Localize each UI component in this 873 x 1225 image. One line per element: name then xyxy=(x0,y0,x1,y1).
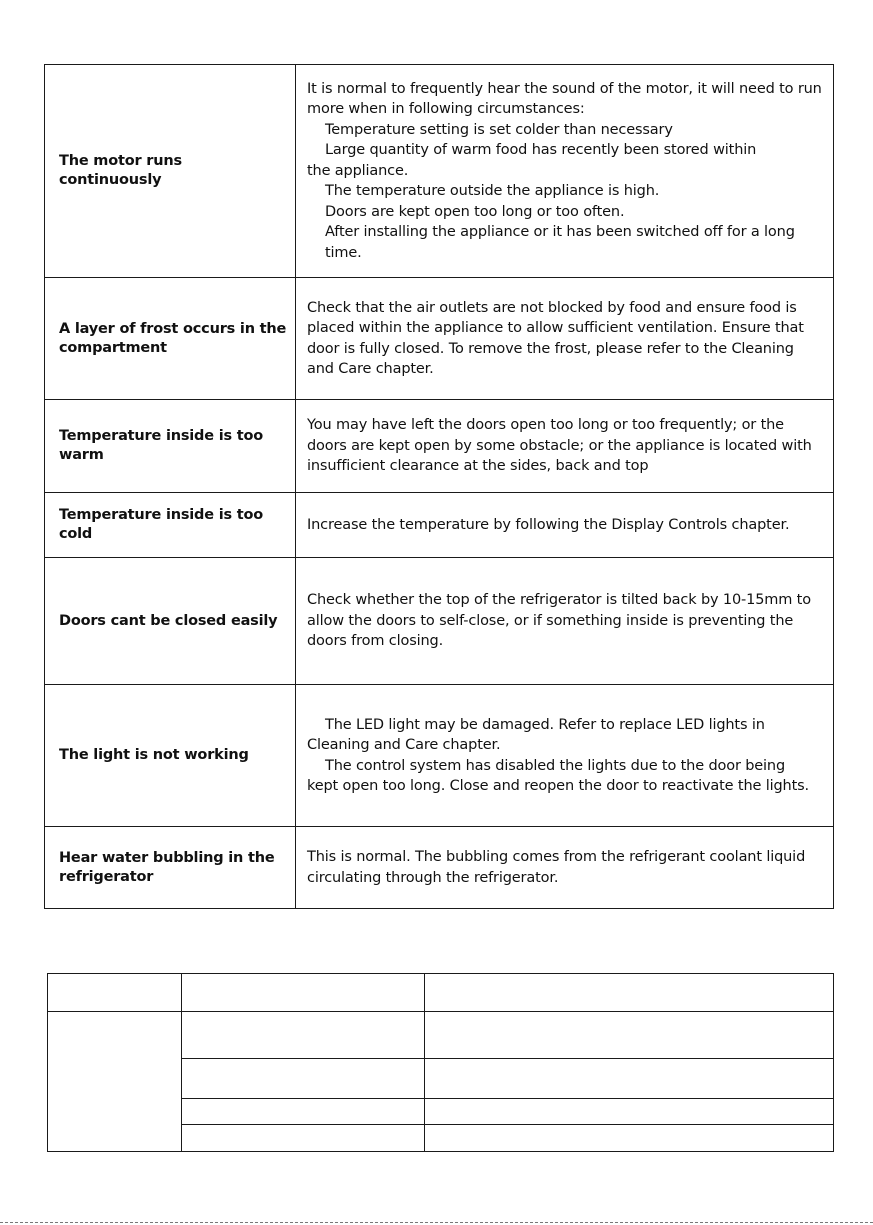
table-cell xyxy=(425,1099,834,1125)
solution-line: Increase the temperature by following the Display Controls chapter. xyxy=(307,516,790,533)
table-row xyxy=(45,493,834,558)
solution-cell xyxy=(296,558,834,685)
table-cell xyxy=(48,974,182,1012)
solution-line: Large quantity of warm food has recently been stored within xyxy=(325,142,757,159)
table-cell xyxy=(425,1059,834,1099)
solution-line: This is normal. The bubbling comes from the refrigerant coolant liquid circulating through the refrigerator. xyxy=(307,849,810,886)
table-row xyxy=(45,278,834,400)
solution-line: After installing the appliance or it has been switched off for a long time. xyxy=(325,224,800,261)
page-bottom-dashed-rule xyxy=(0,1222,873,1223)
solution-cell xyxy=(296,65,834,278)
solution-line: You may have left the doors open too long or too frequently; or the doors are kept open by some obstacle; or the appliance is located with insufficient clearance at the sides, back and top xyxy=(307,417,817,475)
table-cell xyxy=(182,1125,425,1152)
table-row xyxy=(45,558,834,685)
solution-line: the appliance. xyxy=(307,162,409,179)
table-cell xyxy=(425,1012,834,1059)
solution-line: Doors are kept open too long or too often. xyxy=(325,203,625,220)
solution-cell xyxy=(296,827,834,909)
problem-cell: Temperature inside is too warm xyxy=(45,400,296,493)
solution-line: kept open too long. Close and reopen the door to reactivate the lights. xyxy=(307,778,809,794)
problem-cell: Doors cant be closed easily xyxy=(45,558,296,685)
problem-cell: A layer of frost occurs in the compartment xyxy=(45,278,296,400)
solution-line: The LED light may be damaged. Refer to replace LED lights in xyxy=(325,716,765,733)
solution-line: Temperature setting is set colder than necessary xyxy=(325,121,673,138)
table-cell xyxy=(182,1059,425,1099)
table-cell xyxy=(182,1099,425,1125)
solution-cell xyxy=(296,685,834,827)
problem-cell: The motor runs continuously xyxy=(45,65,296,278)
solution-line: The control system has disabled the lights due to the door being xyxy=(325,757,786,774)
table-cell xyxy=(182,1012,425,1059)
problem-cell: The light is not working xyxy=(45,685,296,827)
solution-cell xyxy=(296,493,834,558)
table-cell xyxy=(425,1125,834,1152)
problem-cell: Temperature inside is too cold xyxy=(45,493,296,558)
table-row xyxy=(45,685,834,827)
table-cell xyxy=(425,974,834,1012)
table-row xyxy=(48,974,834,1012)
troubleshooting-table xyxy=(44,64,834,909)
table-row xyxy=(48,1012,834,1059)
solution-line: Check that the air outlets are not blocked by food and ensure food is placed within the appliance to allow sufficient ventilation. Ensure that door is fully closed. To remove the frost, please refer to the Cleaning and Care chapter. xyxy=(307,299,809,377)
table-row xyxy=(45,65,834,278)
troubleshooting-body xyxy=(45,65,834,909)
solution-cell xyxy=(296,278,834,400)
table-cell xyxy=(182,974,425,1012)
solution-line: It is normal to frequently hear the sound of the motor, it will need to run more when in following circumstances: xyxy=(307,80,827,118)
table-cell xyxy=(48,1012,182,1152)
solution-line: The temperature outside the appliance is high. xyxy=(325,183,660,200)
solution-cell xyxy=(296,400,834,493)
solution-line: Check whether the top of the refrigerator is tilted back by 10-15mm to allow the doors to self-close, or if something inside is preventing the doors from closing. xyxy=(307,592,816,650)
problem-cell: Hear water bubbling in the refrigerator xyxy=(45,827,296,909)
table-row xyxy=(45,400,834,493)
empty-grid-table xyxy=(47,973,834,1152)
solution-line: Cleaning and Care chapter. xyxy=(307,737,501,753)
table-row xyxy=(45,827,834,909)
